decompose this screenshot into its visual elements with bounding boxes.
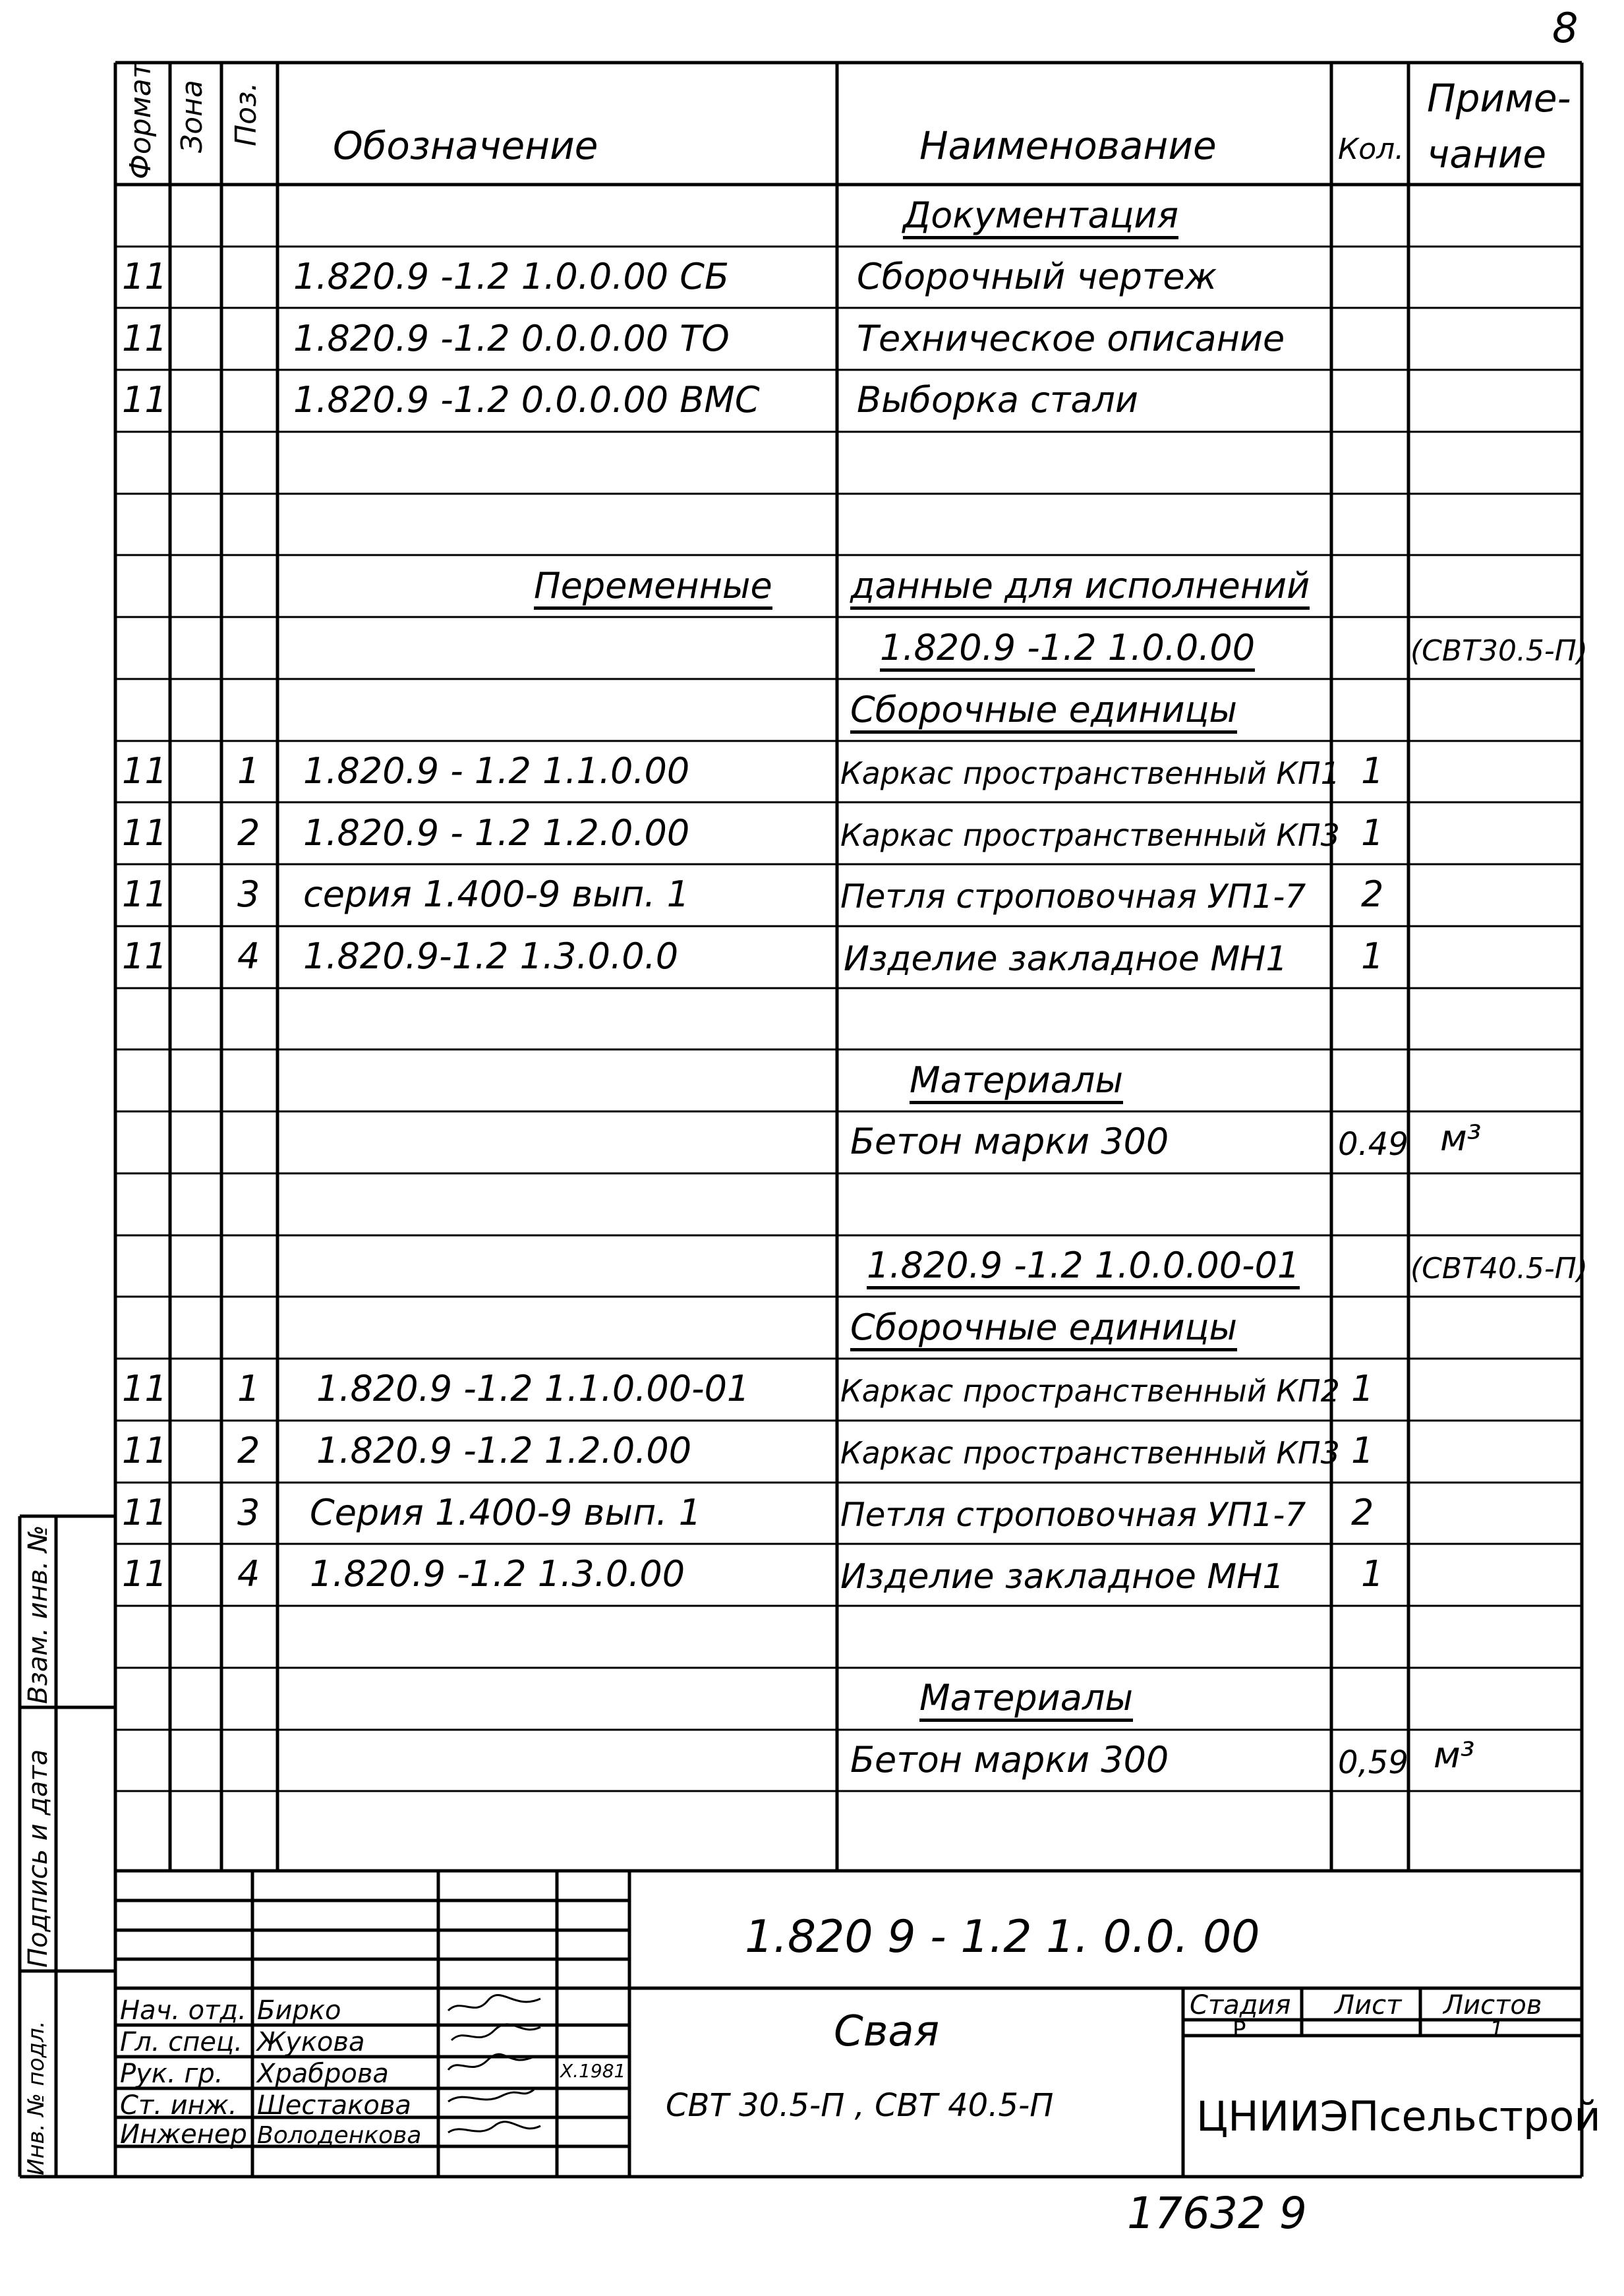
row-qty: 1 <box>1361 750 1384 792</box>
row-designation: Серия 1.400-9 вып. 1 <box>310 1492 701 1533</box>
row-format: 11 <box>122 873 167 915</box>
signatures <box>442 1991 554 2175</box>
row-designation: 1.820.9 - 1.2 1.1.0.00 <box>303 750 690 792</box>
row-qty: 2 <box>1361 873 1384 915</box>
row-pos: 2 <box>237 812 260 854</box>
row-format: 11 <box>122 256 167 297</box>
row-pos: 4 <box>237 1553 260 1595</box>
signatory-role: Гл. спец. <box>120 2027 243 2057</box>
section-title: Документация <box>903 198 1178 239</box>
signatory-name: Жукова <box>257 2027 365 2057</box>
signatory-role: Рук. гр. <box>120 2059 223 2089</box>
variable-data-title: данные для исполнений <box>850 568 1310 610</box>
row-name: Изделие закладное МН1 <box>844 939 1288 979</box>
row-designation: 1.820.9 -1.2 1.0.0.00 СБ <box>293 256 729 297</box>
stage-value: Р <box>1232 2016 1246 2043</box>
row-name: Петля строповочная УП1-7 <box>840 1496 1306 1534</box>
row-pos: 2 <box>237 1430 260 1471</box>
row-format: 11 <box>122 1553 167 1595</box>
row-format: 11 <box>122 1492 167 1533</box>
row-pos: 1 <box>237 1368 260 1409</box>
row-qty: 0,59 <box>1338 1744 1408 1781</box>
page-number: 8 <box>1552 4 1579 52</box>
row-qty: 1 <box>1351 1368 1374 1409</box>
row-name: Изделие закладное МН1 <box>840 1557 1285 1597</box>
row-designation: 1.820.9 -1.2 0.0.0.00 ТО <box>293 318 730 359</box>
row-qty: 1 <box>1361 812 1384 854</box>
row-designation: 1.820.9 -1.2 0.0.0.00 ВМС <box>293 379 760 421</box>
row-designation: 1.820.9 -1.2 1.2.0.00 <box>316 1430 692 1471</box>
row-name: Петля строповочная УП1-7 <box>840 877 1306 916</box>
materials-title: Материалы <box>910 1063 1123 1104</box>
row-designation: 1.820.9 - 1.2 1.2.0.00 <box>303 812 690 854</box>
stamp-vzam-inv: Взам. инв. № <box>23 1525 53 1704</box>
materials-title: Материалы <box>919 1680 1133 1722</box>
row-pos: 3 <box>237 873 260 915</box>
subsection-title: Сборочные единицы <box>850 692 1237 734</box>
row-format: 11 <box>122 750 167 792</box>
signatory-role: Инженер <box>120 2119 247 2150</box>
header-qty: Кол. <box>1338 132 1405 166</box>
doc-code: 1.820 9 - 1.2 1. 0.0. 00 <box>745 1911 1260 1963</box>
variant-designation: 1.820.9 -1.2 1.0.0.00-01 <box>867 1248 1300 1289</box>
signatory-name: Шестакова <box>257 2090 411 2121</box>
row-format: 11 <box>122 812 167 854</box>
row-designation: 1.820.9 -1.2 1.1.0.00-01 <box>316 1368 750 1409</box>
row-format: 11 <box>122 1430 167 1471</box>
header-designation: Обозначение <box>333 123 598 168</box>
row-qty: 0.49 <box>1338 1126 1408 1163</box>
footer-number: 17632 9 <box>1127 2188 1307 2239</box>
sheets-label: Листов <box>1443 1990 1542 2020</box>
row-qty: 2 <box>1351 1492 1374 1533</box>
row-note: м³ <box>1434 1734 1475 1776</box>
header-note-line1: Приме- <box>1427 76 1571 121</box>
row-name: Бетон марки 300 <box>850 1739 1169 1781</box>
organization: ЦНИИЭПсельстрой <box>1196 2092 1601 2140</box>
row-name: Каркас пространственный КП3 <box>840 1435 1340 1471</box>
row-pos: 4 <box>237 935 260 977</box>
approval-date: Х.1981 <box>560 2060 626 2082</box>
header-note-line2: чание <box>1427 132 1547 177</box>
row-designation: серия 1.400-9 вып. 1 <box>303 873 689 915</box>
row-name: Бетон марки 300 <box>850 1121 1169 1162</box>
variant-note: (СВТ40.5-П) <box>1410 1252 1588 1285</box>
header-name: Наименование <box>919 123 1217 168</box>
variant-note: (СВТ30.5-П) <box>1410 634 1588 668</box>
row-name: Каркас пространственный КП2 <box>840 1373 1340 1409</box>
row-format: 11 <box>122 379 167 421</box>
stamp-podpis-data: Подпись и дата <box>23 1749 53 1968</box>
sheet-label: Лист <box>1335 1990 1402 2020</box>
doc-title: Свая <box>834 2007 940 2056</box>
row-name: Выборка стали <box>857 379 1139 421</box>
row-qty: 1 <box>1361 935 1384 977</box>
doc-subtitle: СВТ 30.5-П , СВТ 40.5-П <box>666 2087 1054 2124</box>
row-qty: 1 <box>1351 1430 1374 1471</box>
row-format: 11 <box>122 935 167 977</box>
stage-label: Стадия <box>1190 1990 1291 2020</box>
signatory-role: Нач. отд. <box>120 1995 246 2026</box>
subsection-title: Сборочные единицы <box>850 1310 1237 1351</box>
row-designation: 1.820.9-1.2 1.3.0.0.0 <box>303 935 679 977</box>
signatory-role: Ст. инж. <box>120 2090 237 2121</box>
signatory-name: Храброва <box>257 2059 389 2089</box>
row-format: 11 <box>122 318 167 359</box>
row-format: 11 <box>122 1368 167 1409</box>
row-pos: 3 <box>237 1492 260 1533</box>
variant-designation: 1.820.9 -1.2 1.0.0.00 <box>880 630 1255 672</box>
row-note: м³ <box>1440 1117 1482 1159</box>
signatory-name: Володенкова <box>257 2122 422 2149</box>
variable-data-label: Переменные <box>534 568 772 610</box>
signatory-name: Бирко <box>257 1995 341 2026</box>
sheets-value: 1 <box>1490 2016 1504 2043</box>
header-format: Формат <box>124 61 158 179</box>
row-pos: 1 <box>237 750 260 792</box>
row-name: Сборочный чертеж <box>857 256 1217 297</box>
header-zone: Зона <box>175 80 209 153</box>
row-qty: 1 <box>1361 1553 1384 1595</box>
header-pos: Поз. <box>229 82 263 146</box>
stamp-inv-podl: Инв. № подл. <box>23 2020 49 2175</box>
row-designation: 1.820.9 -1.2 1.3.0.00 <box>310 1553 685 1595</box>
row-name: Каркас пространственный КП3 <box>840 817 1340 853</box>
row-name: Техническое описание <box>857 318 1285 359</box>
row-name: Каркас пространственный КП1 <box>840 755 1340 791</box>
